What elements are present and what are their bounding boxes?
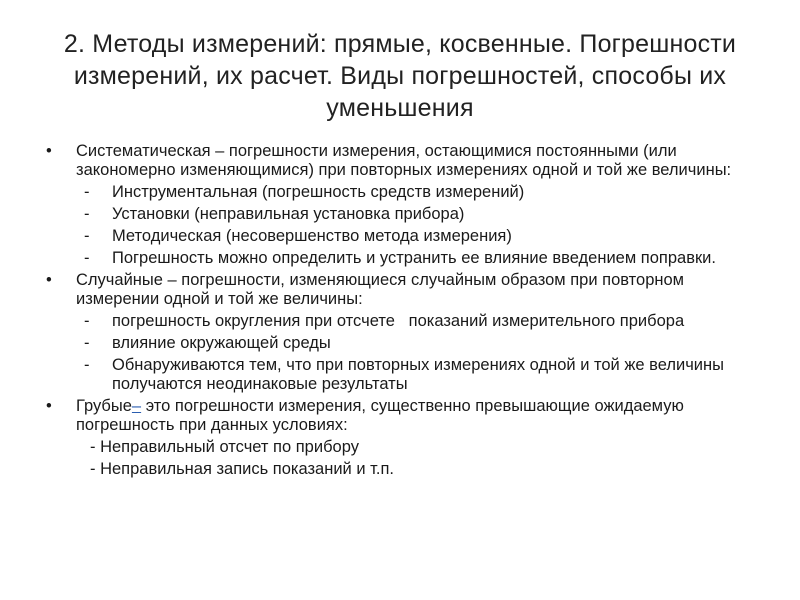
- list-item-text: Инструментальная (погрешность средств измерений): [112, 183, 525, 201]
- list-item: [40, 227, 760, 246]
- bullet-systematic-text: Систематическая – погрешности измерения, остающимися постоянными (или закономерно изменяющимися) при повторных измерениях одной и той же величины:: [76, 142, 732, 179]
- list-item: [40, 312, 760, 331]
- list-item-text: погрешность округления при отсчете показаний измерительного прибора: [112, 312, 685, 330]
- slide-title: 2. Методы измерений: прямые, косвенные. Погрешности измерений, их расчет. Виды погрешностей, способы их уменьшения: [63, 30, 737, 122]
- dash-icon: -: [84, 183, 90, 201]
- list-item-text: Погрешность можно определить и устранить ее влияние введением поправки.: [112, 249, 716, 267]
- dash-icon: -: [84, 227, 90, 245]
- dash-icon: -: [84, 356, 90, 374]
- list-item: [40, 205, 760, 224]
- bullet-icon: •: [46, 271, 52, 289]
- list-item: [40, 460, 760, 479]
- list-item-text: Обнаруживаются тем, что при повторных измерениях одной и той же величины получаются неодинаковые результаты: [112, 356, 724, 393]
- list-item: [40, 438, 760, 457]
- list-item: [40, 183, 760, 202]
- bullet-random-text: Случайные – погрешности, изменяющиеся случайным образом при повторном измерении одной и той же величины:: [76, 271, 685, 308]
- dash-icon: -: [84, 205, 90, 223]
- bullet-gross-text: это погрешности измерения, существенно превышающие ожидаемую погрешность при данных условиях:: [76, 397, 694, 434]
- list-item: [40, 356, 760, 394]
- dash-icon: -: [84, 249, 90, 267]
- bullet-systematic: [40, 142, 760, 180]
- bullet-icon: •: [46, 142, 52, 160]
- list-item-text: Методическая (несовершенство метода измерения): [112, 227, 512, 245]
- list-item: [40, 334, 760, 353]
- slide-content: [40, 142, 760, 482]
- dash-link[interactable]: –: [131, 397, 142, 415]
- list-item-text: Установки (неправильная установка прибора): [112, 205, 465, 223]
- list-item-text: влияние окружающей среды: [112, 334, 331, 352]
- list-item: [40, 249, 760, 268]
- bullet-random: [40, 271, 760, 309]
- bullet-gross: [40, 397, 760, 435]
- bullet-icon: •: [46, 397, 52, 415]
- list-item-text: - Неправильная запись показаний и т.п.: [90, 460, 394, 478]
- bullet-gross-term: Грубые: [76, 397, 132, 415]
- list-item-text: - Неправильный отсчет по прибору: [90, 438, 359, 456]
- dash-icon: -: [84, 312, 90, 330]
- dash-icon: -: [84, 334, 90, 352]
